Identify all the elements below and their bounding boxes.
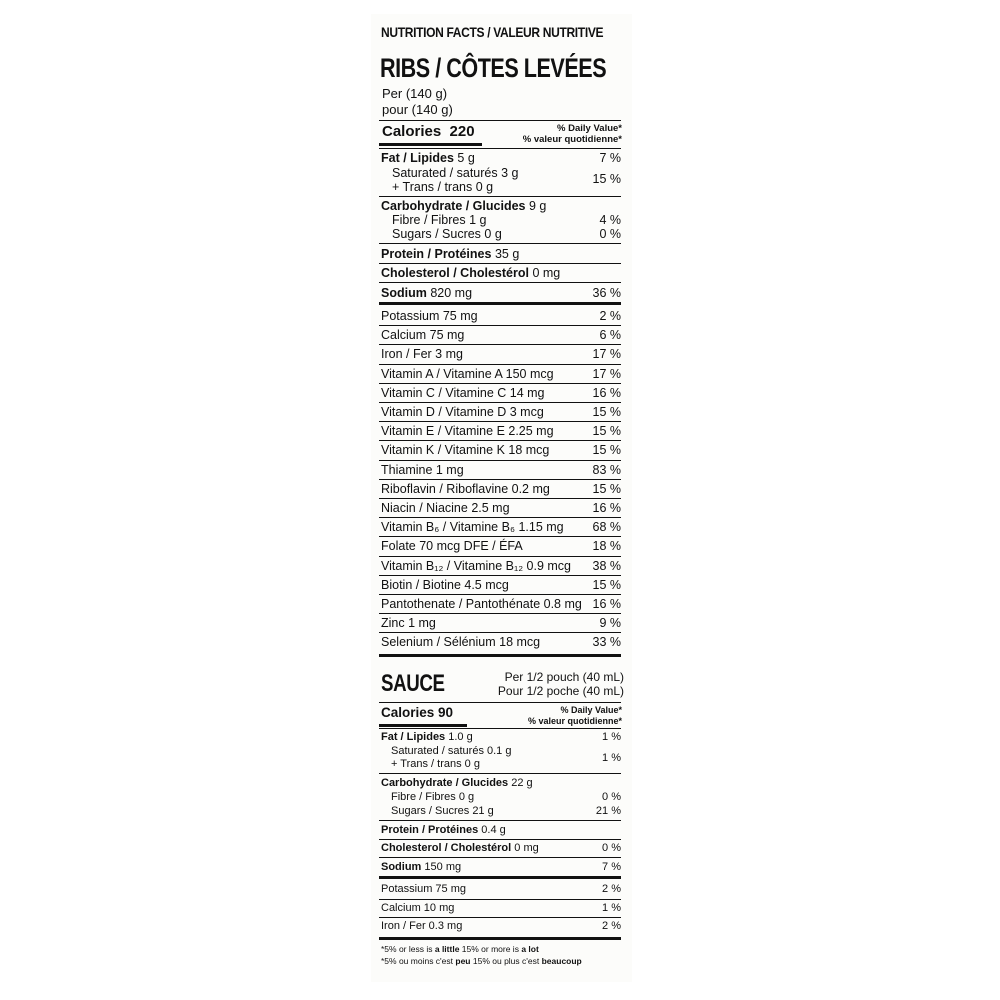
sauce-micronutrient-label: Potassium 75 mg (381, 883, 466, 895)
divider (379, 517, 621, 518)
daily-value-en: % Daily Value* (557, 123, 622, 134)
micronutrient-label: Vitamin D / Vitamine D 3 mcg (381, 405, 544, 419)
divider (379, 479, 621, 480)
panel-title: NUTRITION FACTS / VALEUR NUTRITIVE (381, 24, 604, 40)
sauce-name: SAUCE (381, 670, 445, 697)
sauce-serving-fr: Pour 1/2 poche (40 mL) (497, 684, 624, 698)
calories-value: 220 (449, 123, 475, 140)
divider (379, 498, 621, 499)
divider (379, 594, 621, 595)
micronutrient-percent: 17 % (592, 347, 621, 362)
divider (379, 421, 621, 422)
micronutrient-label: Vitamin B₁₂ / Vitamine B₁₂ 0.9 mcg (381, 558, 571, 573)
divider (379, 899, 621, 900)
micronutrient-percent: 16 % (592, 501, 621, 515)
footnote-en: *5% or less is a little 15% or more is a lot (381, 944, 539, 954)
micronutrient-percent: 2 % (599, 309, 621, 323)
micronutrient-label: Potassium 75 mg (381, 309, 478, 323)
micronutrient-label: Niacin / Niacine 2.5 mg (381, 501, 510, 515)
divider (379, 460, 621, 461)
sauce-daily-value-header (528, 705, 622, 727)
serving-size-en: Per (140 g) (382, 86, 448, 101)
divider (379, 773, 621, 774)
micronutrient-label: Folate 70 mcg DFE / ÉFA (381, 539, 523, 554)
calories (382, 123, 475, 140)
micronutrient-label: Vitamin B₆ / Vitamine B₆ 1.15 mg (381, 520, 564, 535)
sauce-daily-value-en: % Daily Value* (560, 705, 622, 715)
micronutrient-label: Pantothenate / Pantothénate 0.8 mg (381, 597, 582, 611)
sauce-daily-value-fr: % valeur quotidienne* (527, 716, 622, 726)
divider (379, 243, 621, 244)
micronutrient-percent: 15 % (592, 405, 621, 419)
divider (379, 325, 621, 326)
divider (379, 148, 621, 149)
divider (379, 383, 621, 384)
micronutrient-percent: 68 % (592, 520, 621, 535)
divider (379, 857, 621, 858)
divider (379, 402, 621, 403)
micronutrient-label: Zinc 1 mg (381, 616, 436, 631)
divider (379, 575, 621, 576)
sauce-end-rule (379, 937, 621, 940)
micronutrient-percent: 15 % (592, 424, 621, 439)
micronutrient-label: Thiamine 1 mg (381, 462, 464, 477)
micronutrient-percent: 16 % (592, 597, 621, 611)
micronutrient-label: Selenium / Sélénium 18 mcg (381, 635, 541, 650)
sauce-calories (381, 705, 453, 720)
serving-size-fr: pour (140 g) (382, 102, 453, 117)
micronutrient-label: Vitamin A / Vitamine A 150 mcg (381, 366, 554, 381)
micronutrient-percent: 83 % (592, 462, 621, 477)
sauce-calories-rule (379, 724, 467, 727)
sauce-serving (498, 670, 624, 698)
sauce-micronutrient-percent: 2 % (602, 920, 621, 932)
divider (379, 536, 621, 537)
footnote-fr: *5% ou moins c'est peu 15% ou plus c'est beaucoup (381, 956, 582, 966)
divider (379, 120, 621, 121)
micronutrient-label: Riboflavin / Riboflavine 0.2 mg (381, 481, 550, 496)
divider (379, 820, 621, 821)
divider (379, 364, 621, 365)
divider (379, 613, 621, 614)
micronutrient-percent: 33 % (592, 635, 621, 650)
divider (379, 344, 621, 345)
micronutrient-label: Calcium 75 mg (381, 328, 465, 343)
daily-value-header (523, 123, 622, 145)
divider (379, 632, 621, 633)
micronutrient-percent: 9 % (599, 616, 621, 631)
micronutrient-percent: 15 % (592, 481, 621, 496)
micronutrient-percent: 15 % (592, 577, 621, 592)
micronutrient-label: Iron / Fer 3 mg (381, 347, 463, 362)
daily-value-fr: % valeur quotidienne* (522, 134, 622, 145)
divider (379, 917, 621, 918)
micronutrient-label: Vitamin K / Vitamine K 18 mcg (381, 443, 550, 458)
calories-label: Calories (382, 123, 442, 140)
micronutrient-percent: 18 % (592, 539, 621, 554)
divider (379, 702, 621, 703)
divider (379, 263, 621, 264)
micronutrient-percent: 17 % (592, 366, 621, 381)
sauce-micronutrient-percent: 1 % (602, 901, 621, 914)
micronutrient-label: Vitamin C / Vitamine C 14 mg (381, 385, 545, 400)
divider (379, 196, 621, 197)
calories-rule (379, 143, 482, 146)
divider (379, 728, 621, 729)
sauce-calories-value: 90 (438, 705, 454, 720)
micronutrient-percent: 16 % (592, 385, 621, 400)
sauce-calories-label: Calories (381, 705, 435, 720)
micronutrient-percent: 6 % (599, 328, 621, 343)
section-rule (379, 654, 621, 657)
sauce-micronutrient-label: Iron / Fer 0.3 mg (381, 920, 463, 932)
sauce-micronutrient-percent: 2 % (602, 883, 621, 895)
micronutrient-label: Vitamin E / Vitamine E 2.25 mg (381, 424, 554, 439)
divider (379, 440, 621, 441)
micronutrient-label: Biotin / Biotine 4.5 mcg (381, 577, 509, 592)
product-name: RIBS / CÔTES LEVÉES (380, 53, 607, 83)
sauce-sodium-rule (379, 876, 621, 879)
micronutrient-percent: 15 % (592, 443, 621, 458)
micronutrient-percent: 38 % (592, 558, 621, 573)
divider (379, 556, 621, 557)
sauce-serving-en: Per 1/2 pouch (40 mL) (504, 670, 624, 684)
sauce-micronutrient-label: Calcium 10 mg (381, 901, 455, 914)
divider (379, 282, 621, 283)
sodium-rule (379, 302, 621, 305)
divider (379, 839, 621, 840)
